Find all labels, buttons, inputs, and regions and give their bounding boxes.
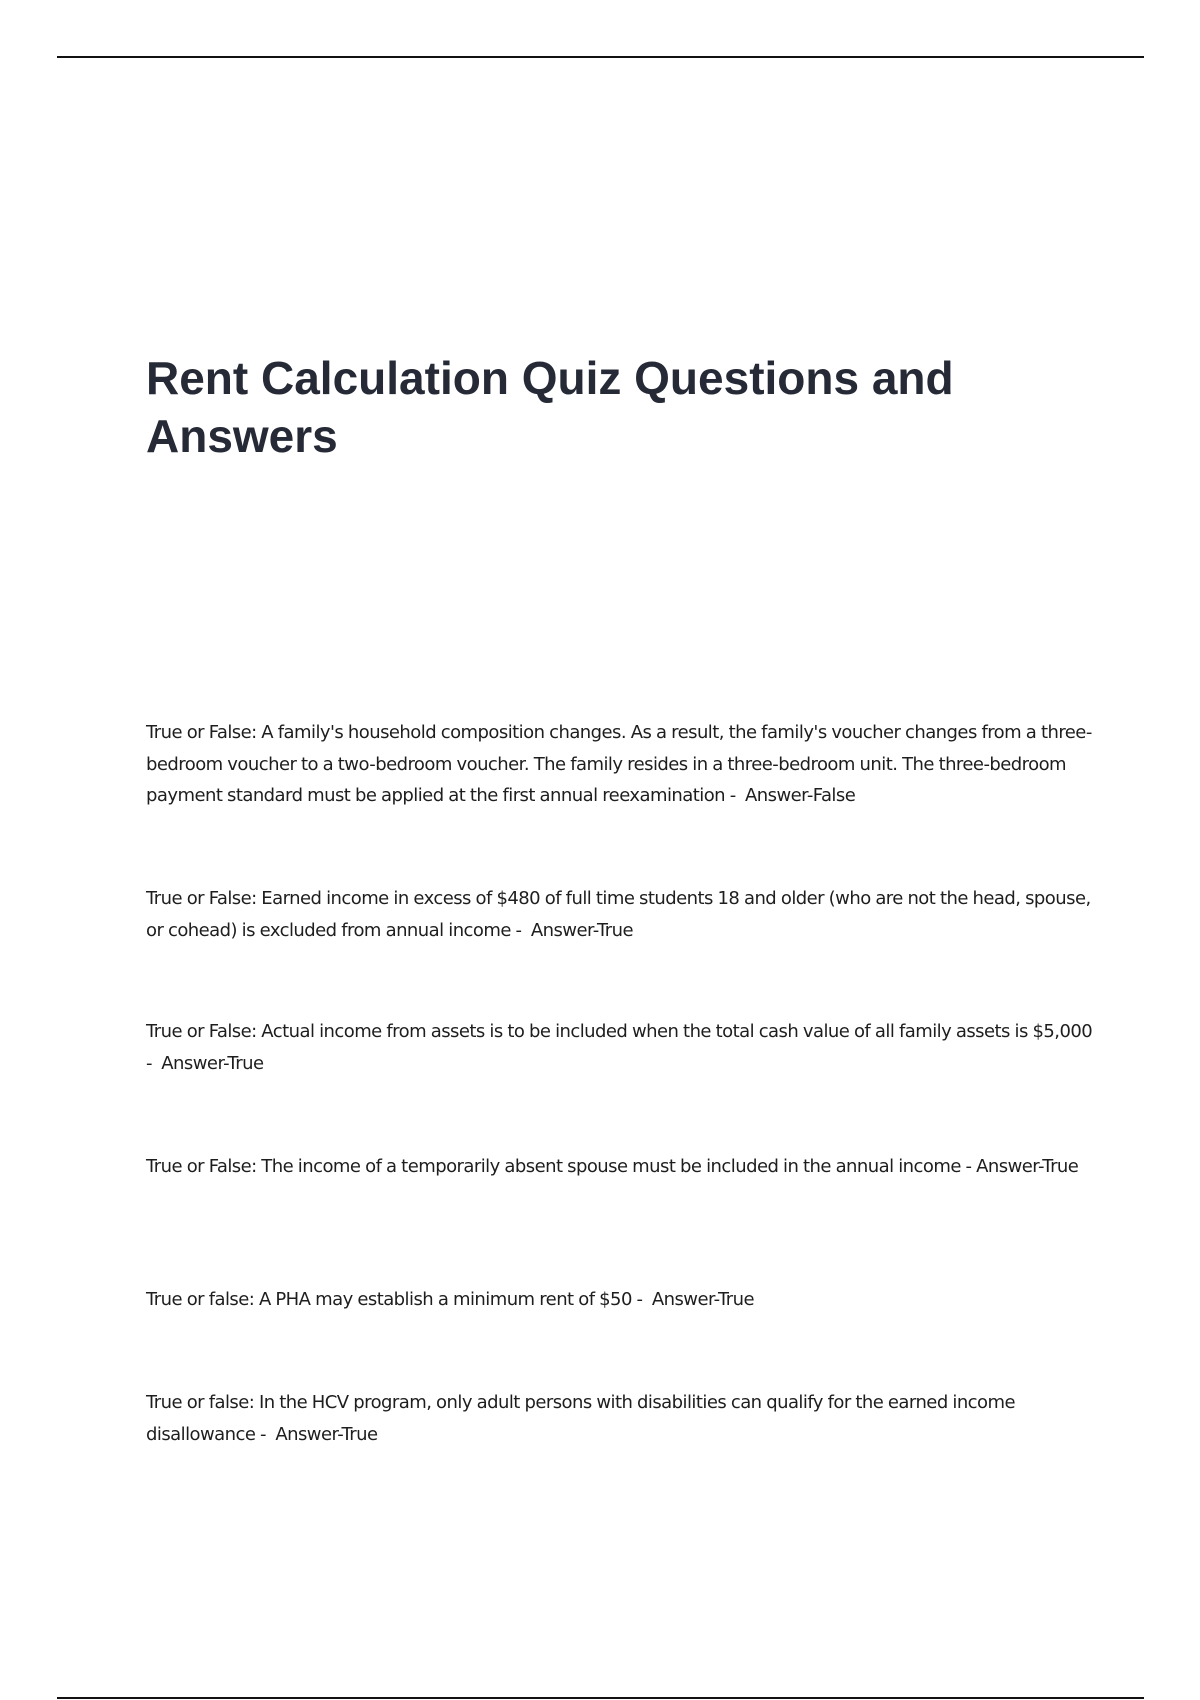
answer-text: Answer-True: [976, 1156, 1079, 1177]
bottom-divider: [57, 1697, 1144, 1699]
qa-item-1: [146, 717, 1096, 812]
qa-item-2: [146, 883, 1096, 946]
answer-text: Answer-True: [161, 1052, 264, 1074]
question-text: True or False: Actual income from assets is to be included when the total cash value of all family assets is $5,000 -: [146, 1021, 1093, 1074]
question-text: True or False: A family's household composition changes. As a result, the family's voucher changes from a three-bedroom voucher to a two-bedroom voucher. The family resides in a three-bedroom unit. The three-bedroom payment standard must be applied at the first annual reexamination -: [146, 722, 1092, 806]
question-text: True or false: A PHA may establish a minimum rent of $50 -: [146, 1289, 643, 1310]
document-title: Rent Calculation Quiz Questions and Answers: [146, 352, 954, 462]
answer-text: Answer-True: [651, 1289, 754, 1310]
answer-text: Answer-False: [745, 785, 856, 806]
qa-item-5: [146, 1284, 1096, 1316]
top-divider: [57, 56, 1144, 58]
answer-text: Answer-True: [275, 1423, 378, 1445]
question-text: True or False: The income of a temporarily absent spouse must be included in the annual income -: [146, 1156, 972, 1177]
qa-item-4: [146, 1151, 1096, 1183]
qa-item-6: [146, 1387, 1096, 1450]
qa-item-3: [146, 1016, 1096, 1079]
answer-text: Answer-True: [530, 919, 634, 941]
question-text: True or False: Earned income in excess of $480 of full time students 18 and older (who are not the head, spouse, or cohead) is excluded from annual income -: [146, 888, 1091, 941]
question-text: True or false: In the HCV program, only adult persons with disabilities can qualify for the earned income disallowance -: [146, 1392, 1016, 1445]
